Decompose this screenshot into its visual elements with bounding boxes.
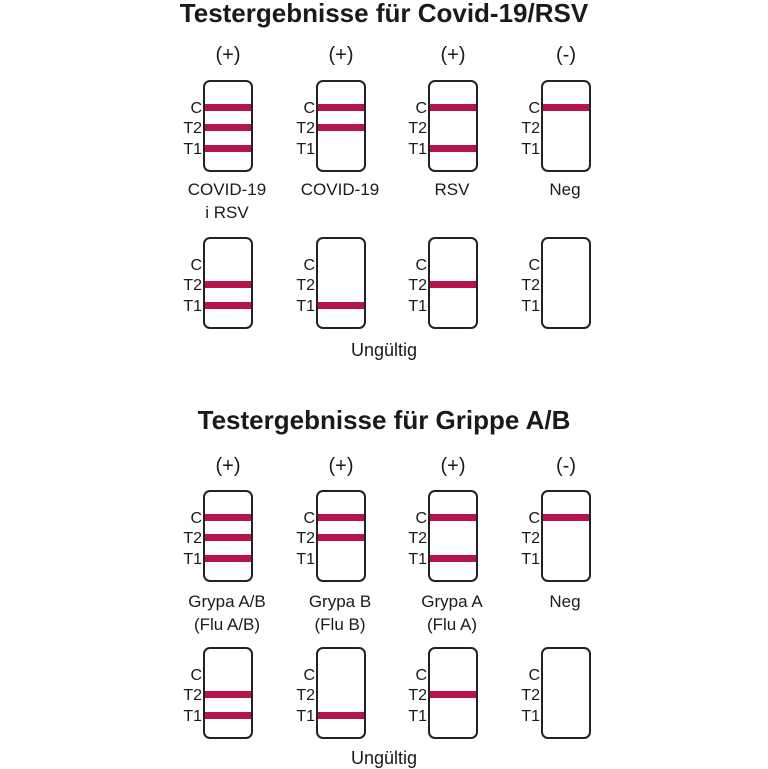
result-caption: (Flu A/B)	[193, 615, 261, 634]
line-label-t2: T2	[521, 687, 540, 704]
line-label-t1: T1	[296, 298, 315, 315]
valid-test-strip	[428, 490, 478, 582]
band-t2	[205, 691, 251, 698]
band-t2	[205, 281, 251, 288]
valid-test-strip	[541, 490, 591, 582]
line-label-t2: T2	[408, 120, 427, 137]
invalid-test-strip	[203, 647, 253, 739]
result-caption: (Flu A)	[426, 615, 478, 634]
line-label-t1: T1	[408, 708, 427, 725]
line-label-c: C	[415, 257, 427, 274]
result-sign: (+)	[328, 455, 354, 477]
line-label-t1: T1	[521, 708, 540, 725]
band-t1	[430, 555, 476, 562]
result-caption: Neg	[549, 592, 581, 611]
band-c	[205, 104, 251, 111]
line-label-t2: T2	[408, 687, 427, 704]
line-label-t1: T1	[408, 298, 427, 315]
line-label-t1: T1	[183, 551, 202, 568]
line-label-t2: T2	[296, 687, 315, 704]
line-label-t2: T2	[408, 530, 427, 547]
line-label-c: C	[190, 257, 202, 274]
line-label-t1: T1	[296, 551, 315, 568]
line-label-t2: T2	[183, 530, 202, 547]
line-label-c: C	[303, 510, 315, 527]
line-label-c: C	[528, 257, 540, 274]
result-caption: COVID-19	[187, 180, 267, 199]
invalid-test-strip	[428, 647, 478, 739]
line-label-t2: T2	[183, 277, 202, 294]
valid-test-strip	[541, 80, 591, 172]
band-t2	[205, 534, 251, 541]
band-t1	[205, 302, 251, 309]
valid-test-strip	[316, 490, 366, 582]
line-label-t2: T2	[521, 277, 540, 294]
band-t1	[430, 145, 476, 152]
result-caption: (Flu B)	[314, 615, 366, 634]
band-t2	[318, 534, 364, 541]
line-label-c: C	[303, 667, 315, 684]
band-c	[430, 514, 476, 521]
line-label-c: C	[528, 510, 540, 527]
valid-test-strip	[203, 80, 253, 172]
line-label-t1: T1	[296, 708, 315, 725]
line-label-c: C	[190, 667, 202, 684]
band-c	[430, 104, 476, 111]
line-label-t1: T1	[408, 141, 427, 158]
invalid-label: Ungültig	[350, 340, 418, 360]
band-t2	[205, 124, 251, 131]
invalid-test-strip	[428, 237, 478, 329]
line-label-t2: T2	[408, 277, 427, 294]
band-t1	[318, 712, 364, 719]
band-t2	[430, 691, 476, 698]
line-label-c: C	[190, 100, 202, 117]
result-sign: (+)	[215, 44, 241, 66]
line-label-c: C	[303, 100, 315, 117]
valid-test-strip	[316, 80, 366, 172]
line-label-t1: T1	[521, 141, 540, 158]
line-label-c: C	[528, 667, 540, 684]
line-label-t1: T1	[521, 551, 540, 568]
section-title: Testergebnisse für Grippe A/B	[197, 405, 571, 435]
line-label-t1: T1	[521, 298, 540, 315]
line-label-t2: T2	[183, 120, 202, 137]
invalid-test-strip	[541, 237, 591, 329]
result-caption: Grypa B	[308, 592, 372, 611]
result-sign: (-)	[556, 455, 576, 477]
result-sign: (+)	[440, 44, 466, 66]
band-c	[318, 104, 364, 111]
result-sign: (+)	[328, 44, 354, 66]
line-label-t2: T2	[296, 277, 315, 294]
line-label-t2: T2	[521, 530, 540, 547]
band-t1	[205, 712, 251, 719]
line-label-t2: T2	[521, 120, 540, 137]
result-sign: (+)	[215, 455, 241, 477]
invalid-test-strip	[316, 237, 366, 329]
section-title: Testergebnisse für Covid-19/RSV	[179, 0, 589, 28]
invalid-test-strip	[541, 647, 591, 739]
band-c	[543, 104, 589, 111]
line-label-c: C	[415, 510, 427, 527]
result-caption: i RSV	[205, 203, 249, 222]
band-t1	[205, 555, 251, 562]
valid-test-strip	[203, 490, 253, 582]
line-label-t1: T1	[408, 551, 427, 568]
band-t1	[205, 145, 251, 152]
invalid-label: Ungültig	[350, 748, 418, 768]
result-caption: Neg	[549, 180, 581, 199]
result-sign: (+)	[440, 455, 466, 477]
line-label-t2: T2	[296, 120, 315, 137]
line-label-t2: T2	[296, 530, 315, 547]
result-caption: RSV	[434, 180, 470, 199]
line-label-c: C	[303, 257, 315, 274]
band-c	[318, 514, 364, 521]
band-t1	[318, 302, 364, 309]
line-label-c: C	[528, 100, 540, 117]
invalid-test-strip	[316, 647, 366, 739]
band-c	[205, 514, 251, 521]
line-label-c: C	[415, 100, 427, 117]
result-sign: (-)	[556, 44, 576, 66]
valid-test-strip	[428, 80, 478, 172]
line-label-t1: T1	[183, 141, 202, 158]
band-t2	[430, 281, 476, 288]
result-caption: Grypa A	[421, 592, 483, 611]
line-label-c: C	[190, 510, 202, 527]
line-label-t1: T1	[183, 298, 202, 315]
invalid-test-strip	[203, 237, 253, 329]
result-caption: COVID-19	[300, 180, 380, 199]
line-label-t1: T1	[296, 141, 315, 158]
line-label-t1: T1	[183, 708, 202, 725]
band-t2	[318, 124, 364, 131]
result-caption: Grypa A/B	[188, 592, 266, 611]
line-label-t2: T2	[183, 687, 202, 704]
line-label-c: C	[415, 667, 427, 684]
band-c	[543, 514, 589, 521]
